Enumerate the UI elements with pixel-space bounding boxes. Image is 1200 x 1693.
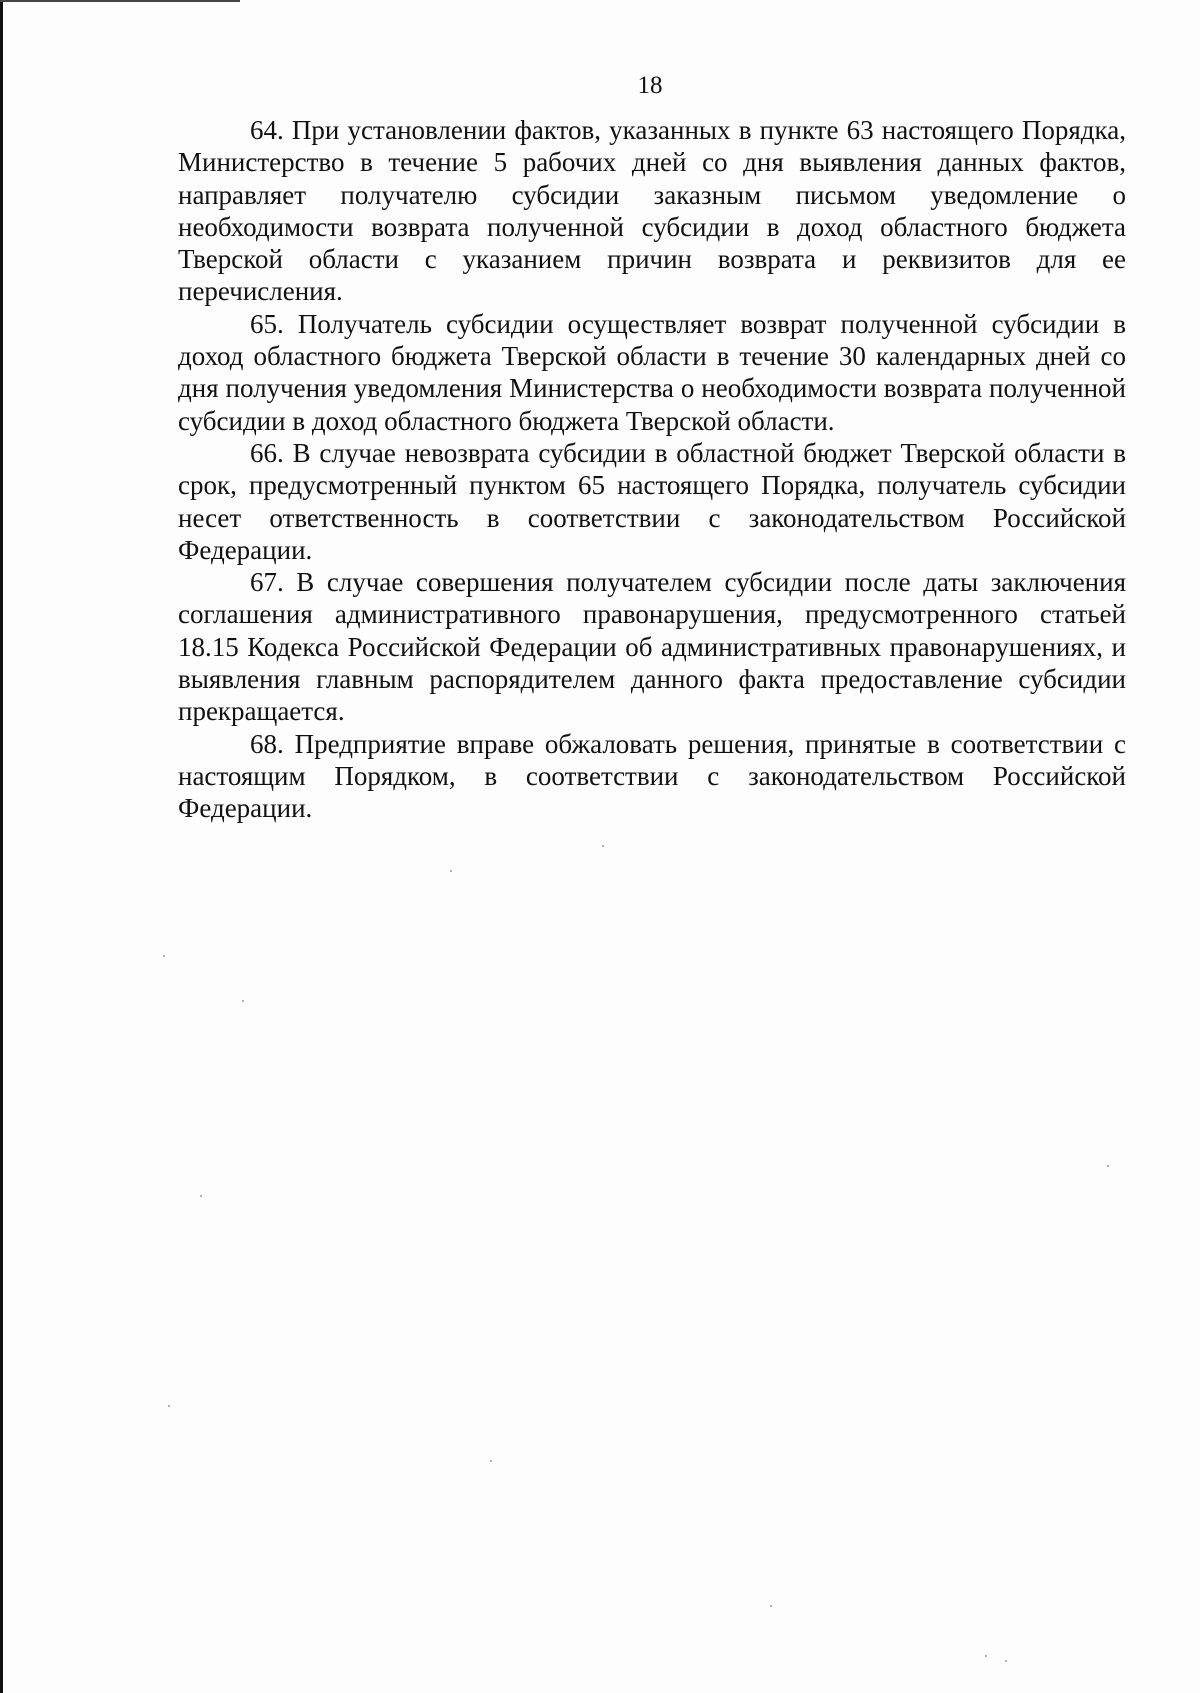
scan-speck bbox=[168, 1405, 170, 1407]
scan-speck bbox=[770, 1605, 772, 1607]
scan-speck bbox=[1107, 1165, 1109, 1167]
scan-speck bbox=[200, 1195, 202, 1197]
paragraph-68: 68. Предприятие вправе обжаловать решения, принятые в соответствии с настоящим Порядком, в соответствии с законодательством Российской Федерации. bbox=[178, 728, 1126, 824]
page-number: 18 bbox=[637, 72, 663, 99]
document-body bbox=[178, 114, 1126, 825]
paragraph-67: 67. В случае совершения получателем субсидии после даты заключения соглашения административного правонарушения, предусмотренного статьей 18.15 Кодекса Российской Федерации об административных правонарушениях, и выявления главным распорядителем данного факта предоставление субсидии прекращается. bbox=[178, 567, 1126, 727]
scan-speck bbox=[1005, 1660, 1007, 1662]
scan-edge-top-shadow bbox=[0, 0, 240, 2]
scan-speck bbox=[450, 870, 452, 872]
scan-speck bbox=[242, 1000, 244, 1002]
paragraph-64: 64. При установлении фактов, указанных в пункте 63 настоящего Порядка, Министерство в течение 5 рабочих дней со дня выявления данных фактов, направляет получателю субсидии заказным письмом уведомление о необходимости возврата полученной субсидии в доход областного бюджета Тверской области с указанием причин возврата и реквизитов для ее перечисления. bbox=[178, 115, 1126, 307]
paragraph-66: 66. В случае невозврата субсидии в областной бюджет Тверской области в срок, предусмотренный пунктом 65 настоящего Порядка, получатель субсидии несет ответственность в соответствии с законодательством Российской Федерации. bbox=[178, 437, 1126, 565]
scan-speck bbox=[985, 1655, 987, 1657]
scan-edge-shadow bbox=[0, 0, 3, 1693]
scan-speck bbox=[602, 845, 604, 847]
scan-speck bbox=[490, 1460, 492, 1462]
paragraph-65: 65. Получатель субсидии осуществляет возврат полученной субсидии в доход областного бюджета Тверской области в течение 30 календарных дней со дня получения уведомления Министерства о необходимости возврата полученной субсидии в доход областного бюджета Тверской области. bbox=[178, 308, 1126, 436]
scan-speck bbox=[163, 955, 165, 957]
